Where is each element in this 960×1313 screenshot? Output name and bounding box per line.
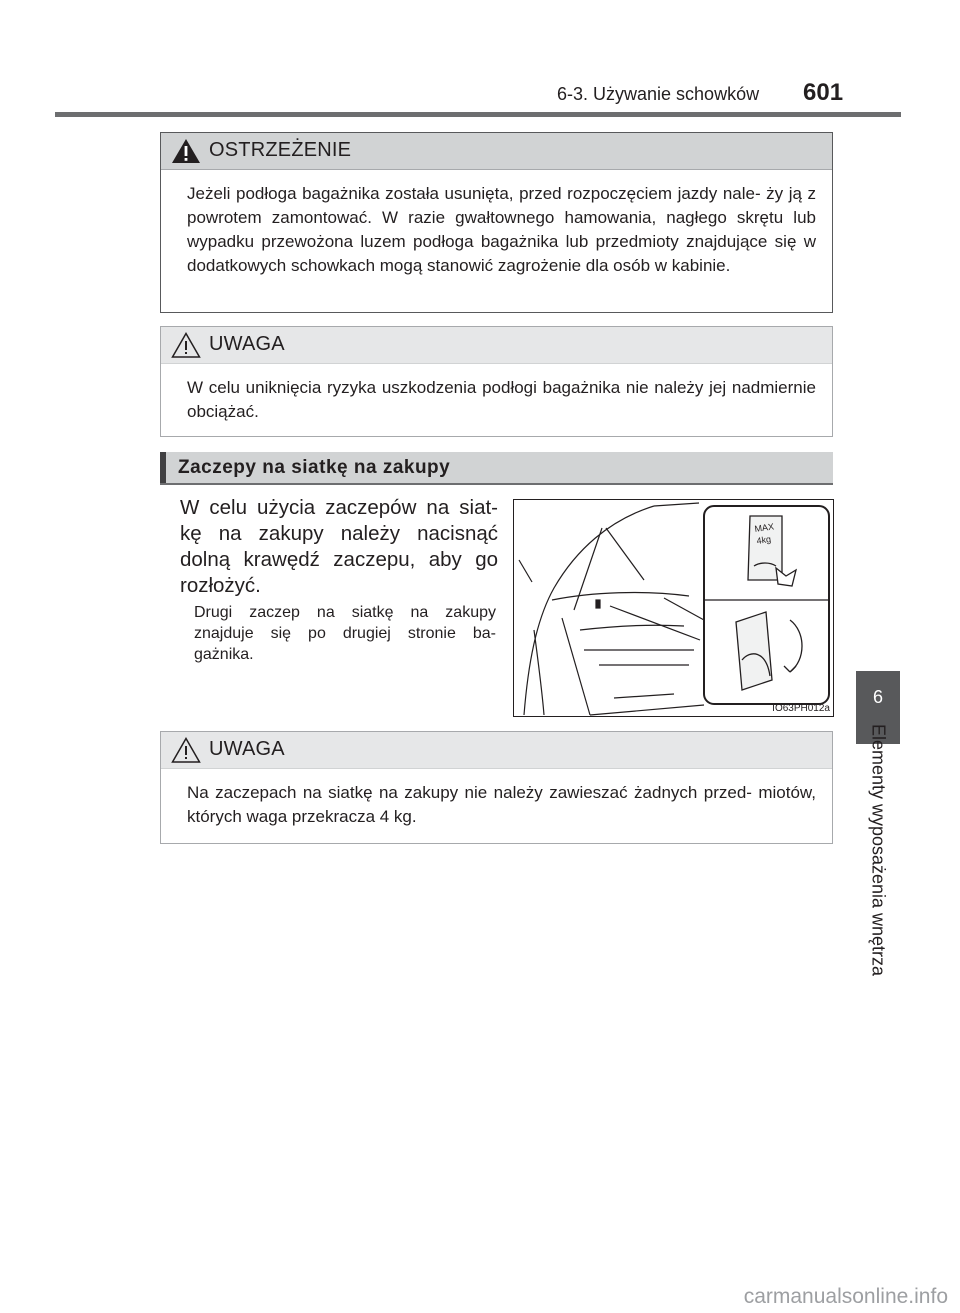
warning-icon [171, 138, 201, 164]
notice-1-title: UWAGA [209, 333, 285, 355]
warning-box-header [161, 133, 832, 170]
section-heading-title: Zaczepy na siatkę na zakupy [178, 457, 451, 478]
chapter-number: 6 [872, 687, 883, 707]
notice-box-2-header [161, 732, 832, 769]
section-heading-bar [160, 452, 166, 483]
warning-box [160, 132, 833, 313]
weight-label: 4kg [755, 534, 772, 546]
page-number: 601 [803, 79, 844, 106]
notice-2-text: Na zaczepach na siatkę na zakupy nie należy zawieszać żadnych przed- miotów, których waga przekracza 4 kg. [187, 783, 816, 826]
figure-code: IO63PH012a [772, 703, 830, 714]
watermark: carmanualsonline.info [743, 1285, 948, 1308]
notice-box-1-header [161, 327, 832, 364]
warning-text: Jeżeli podłoga bagażnika została usunięta, przed rozpoczęciem jazdy nale- ży ją z powrotem zamontować. W razie gwałtownego hamowania, nagłego skrętu lub wypadku przewożona luzem podłoga bagażnika lub przedmioty znajdujące się w dodatkowych schowkach mogą stanowić zagrożenie dla osób w kabinie. [187, 184, 816, 275]
trunk-illustration [514, 500, 834, 717]
caution-icon [171, 737, 201, 763]
notice-1-text: W celu uniknięcia ryzyka uszkodzenia podłogi bagażnika nie należy jej nadmiernie obciążać. [187, 378, 816, 421]
caution-icon [171, 332, 201, 358]
notice-box-1 [160, 326, 833, 437]
notice-2-title: UWAGA [209, 738, 285, 760]
max-label: MAX [753, 521, 775, 534]
header-rule [55, 112, 901, 117]
main-instruction: W celu użycia zaczepów na siat- kę na zakupy należy nacisnąć dolną krawędź zaczepu, aby go rozłożyć. [180, 496, 498, 597]
section-heading [160, 452, 833, 485]
trunk-hook-figure [513, 499, 834, 717]
chapter-title: Elementy wyposażenia wnętrza [868, 723, 889, 977]
notice-box-2 [160, 731, 833, 844]
section-title: 6-3. Używanie schowków [557, 84, 760, 104]
warning-title: OSTRZEŻENIE [209, 139, 352, 161]
sub-instruction: Drugi zaczep na siatkę na zakupy znajduje się po drugiej stronie ba- gażnika. [194, 604, 496, 663]
